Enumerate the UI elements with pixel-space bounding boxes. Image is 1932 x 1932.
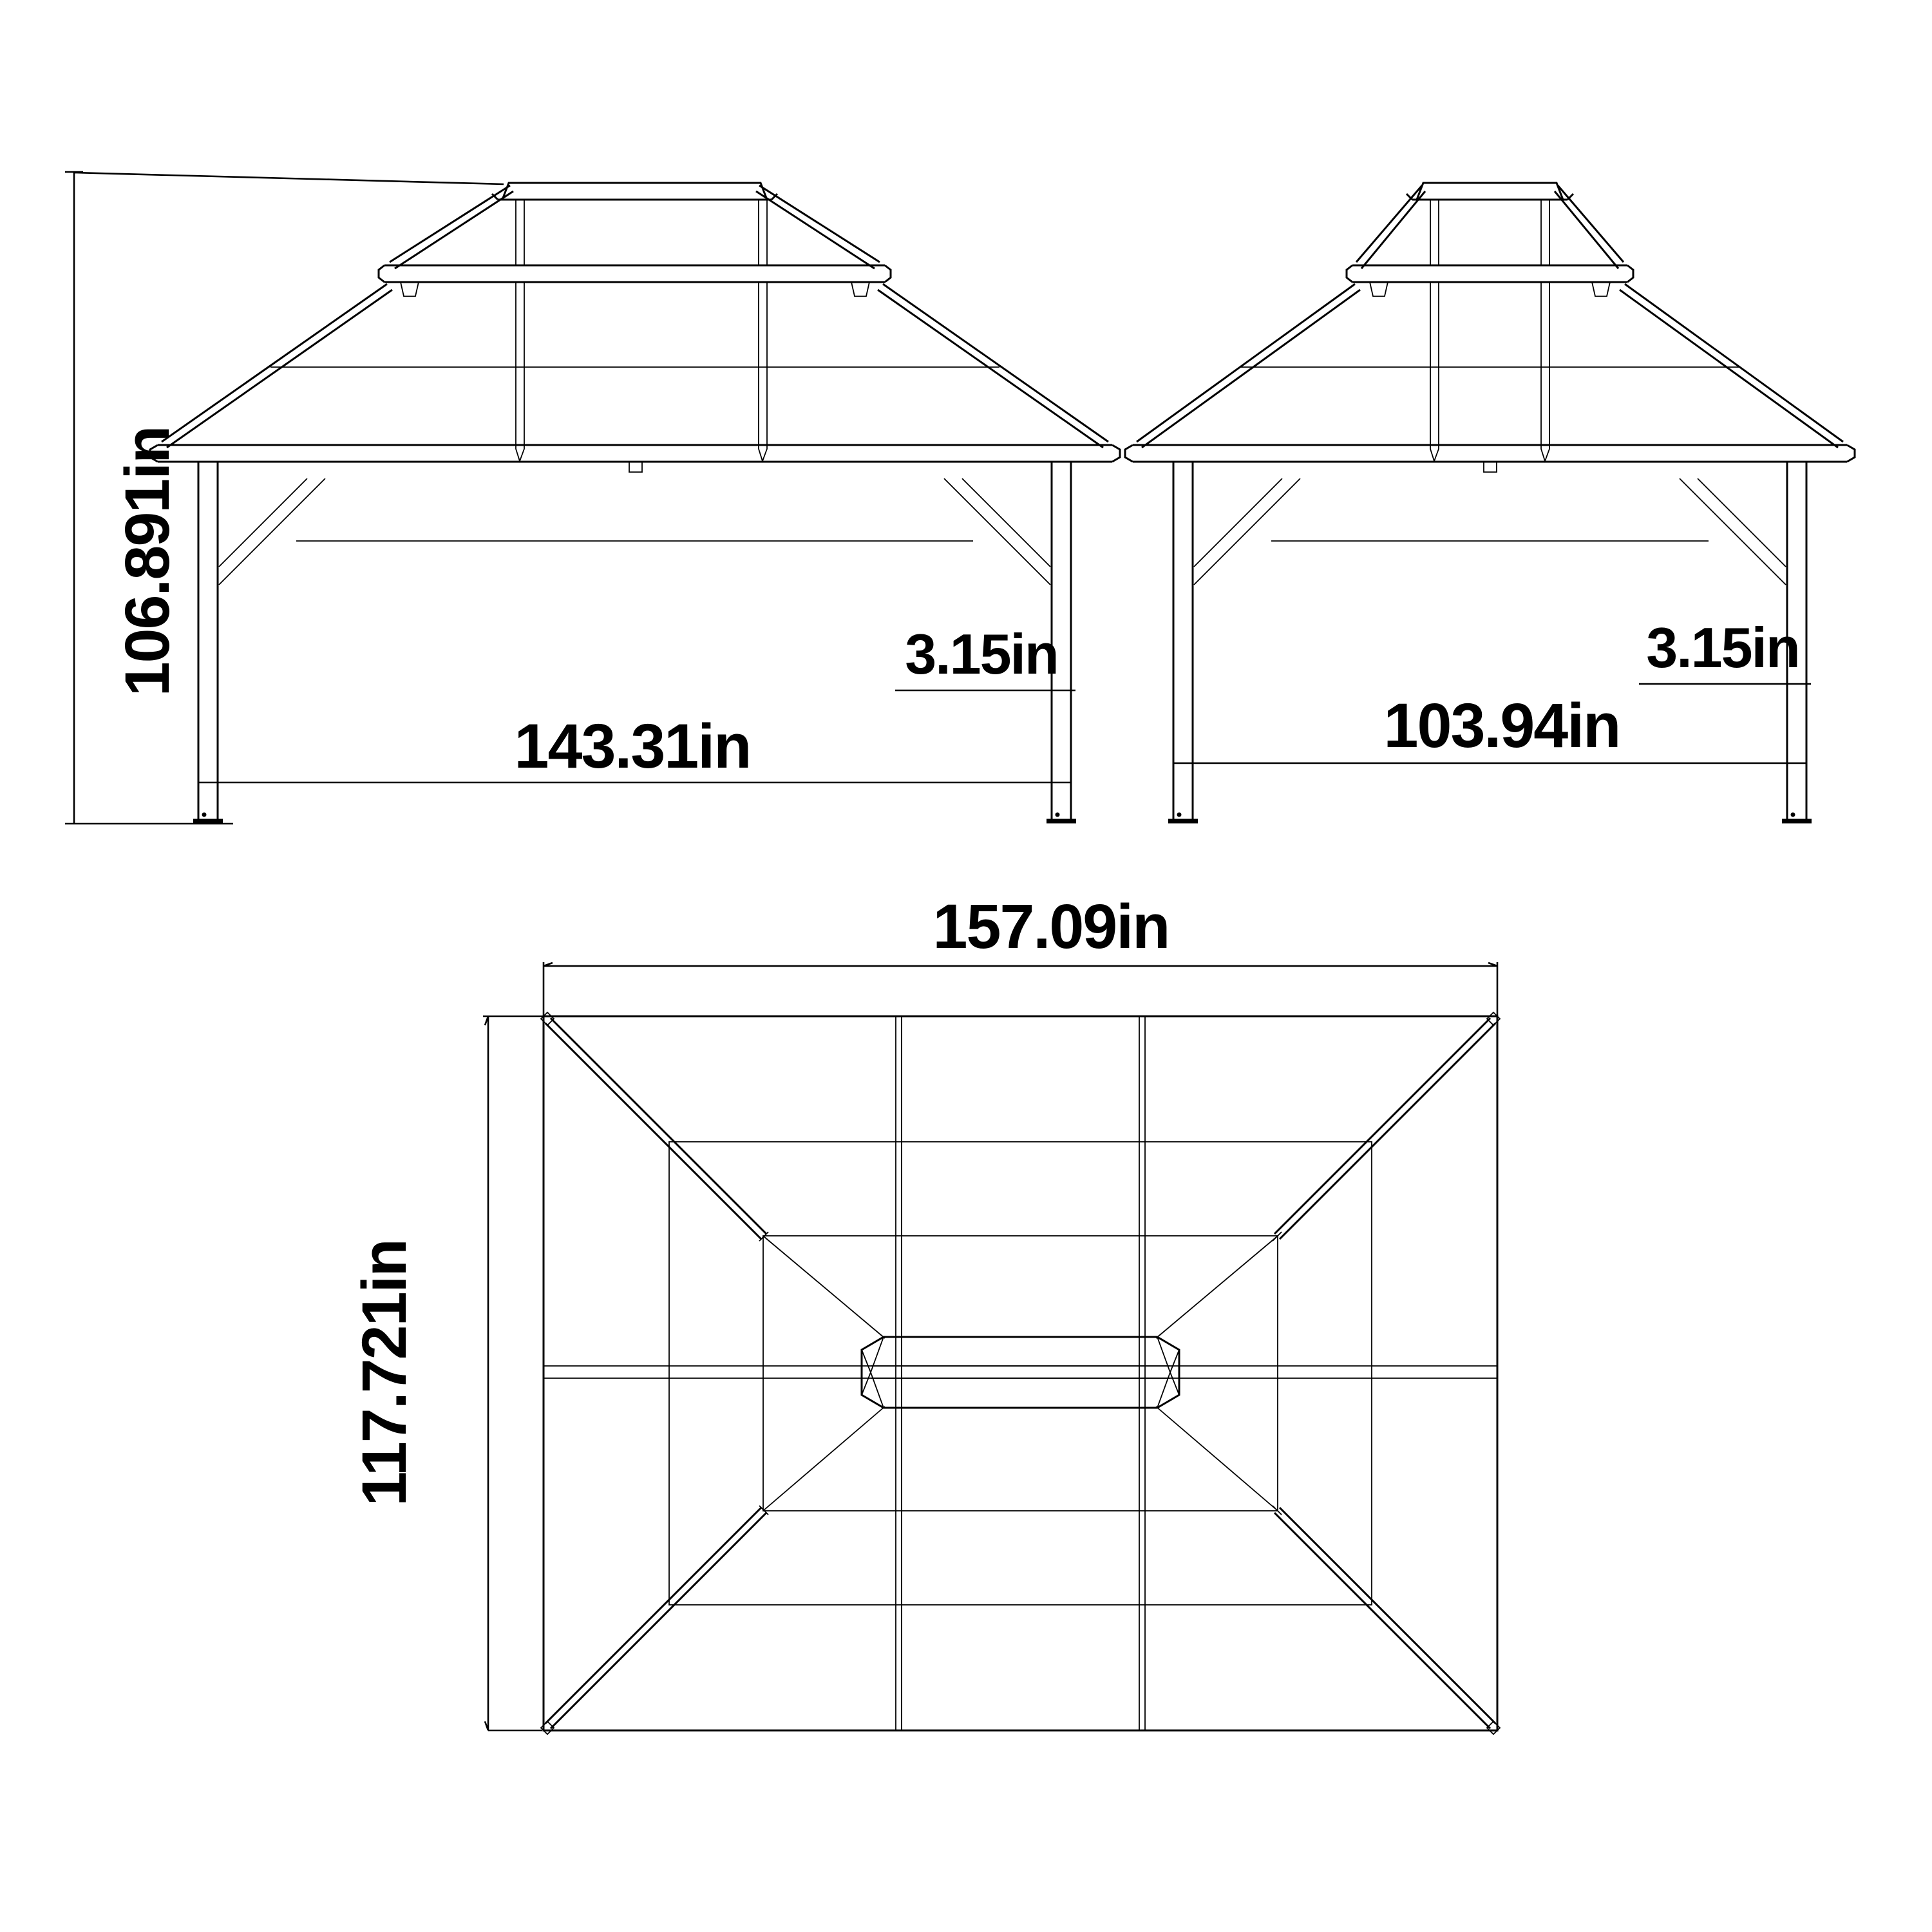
front-corner-braces <box>219 478 1050 585</box>
front-eave-band <box>150 445 1120 462</box>
plan-width-dim-label: 157.09in <box>933 891 1170 961</box>
plan-depth-dim-label: 117.721in <box>349 1240 419 1506</box>
height-dimension <box>65 172 504 824</box>
side-cap-posts <box>1430 200 1549 461</box>
front-roof-cap <box>492 183 777 200</box>
side-post-dim-label: 3.15in <box>1646 616 1799 679</box>
side-upper-band <box>1347 265 1633 282</box>
side-post-dim-line <box>1639 679 1811 689</box>
side-post-dimension <box>1639 616 1811 689</box>
plan-width-dim-line <box>544 962 1497 1020</box>
plan-middle-rect <box>669 1142 1372 1605</box>
front-upper-roof-slopes <box>390 185 880 269</box>
front-upper-band <box>379 265 891 282</box>
side-upper-roof-slopes <box>1356 185 1624 269</box>
front-width-dimension <box>198 711 1071 791</box>
side-corner-braces <box>1194 478 1786 585</box>
plan-depth-dimension <box>349 1016 546 1730</box>
side-right-bolt <box>1791 813 1795 817</box>
plan-vertical-struts <box>896 1016 1145 1730</box>
side-eave-band <box>1125 445 1855 462</box>
front-width-dim-label: 143.31in <box>514 711 751 781</box>
plan-hip-corner-caps <box>541 1012 1500 1734</box>
front-cap-posts <box>516 200 767 461</box>
side-eave-center-tab <box>1484 462 1497 472</box>
front-post-dimension <box>895 622 1075 696</box>
height-dim-label: 106.891in <box>112 426 182 697</box>
side-left-bolt <box>1177 813 1182 817</box>
plan-depth-dim-line <box>483 1016 546 1730</box>
front-band-tabs <box>401 282 869 296</box>
top-view <box>541 1012 1500 1734</box>
side-lower-roof-slopes <box>1137 284 1843 448</box>
plan-hip-rafters <box>545 1018 1495 1728</box>
side-depth-dimension <box>1173 690 1806 772</box>
front-post-dim-label: 3.15in <box>905 622 1058 686</box>
front-right-bolt <box>1056 813 1060 817</box>
plan-vent-fans <box>862 1337 1179 1408</box>
plan-width-dimension <box>544 891 1497 1020</box>
plan-inner-rect <box>763 1236 1278 1511</box>
side-depth-dim-label: 103.94in <box>1383 690 1620 761</box>
plan-center-vent <box>862 1337 1179 1408</box>
front-lower-roof-slopes <box>162 284 1108 448</box>
plan-center-strut <box>544 1366 1497 1378</box>
front-post-dim-line <box>895 685 1075 696</box>
front-left-bolt <box>202 813 207 817</box>
side-band-tabs <box>1370 282 1610 296</box>
plan-ridge-diagonals <box>764 1236 1277 1510</box>
front-eave-center-tab <box>629 462 642 472</box>
side-roof-cap <box>1406 183 1573 200</box>
plan-outer-edge <box>544 1016 1497 1730</box>
